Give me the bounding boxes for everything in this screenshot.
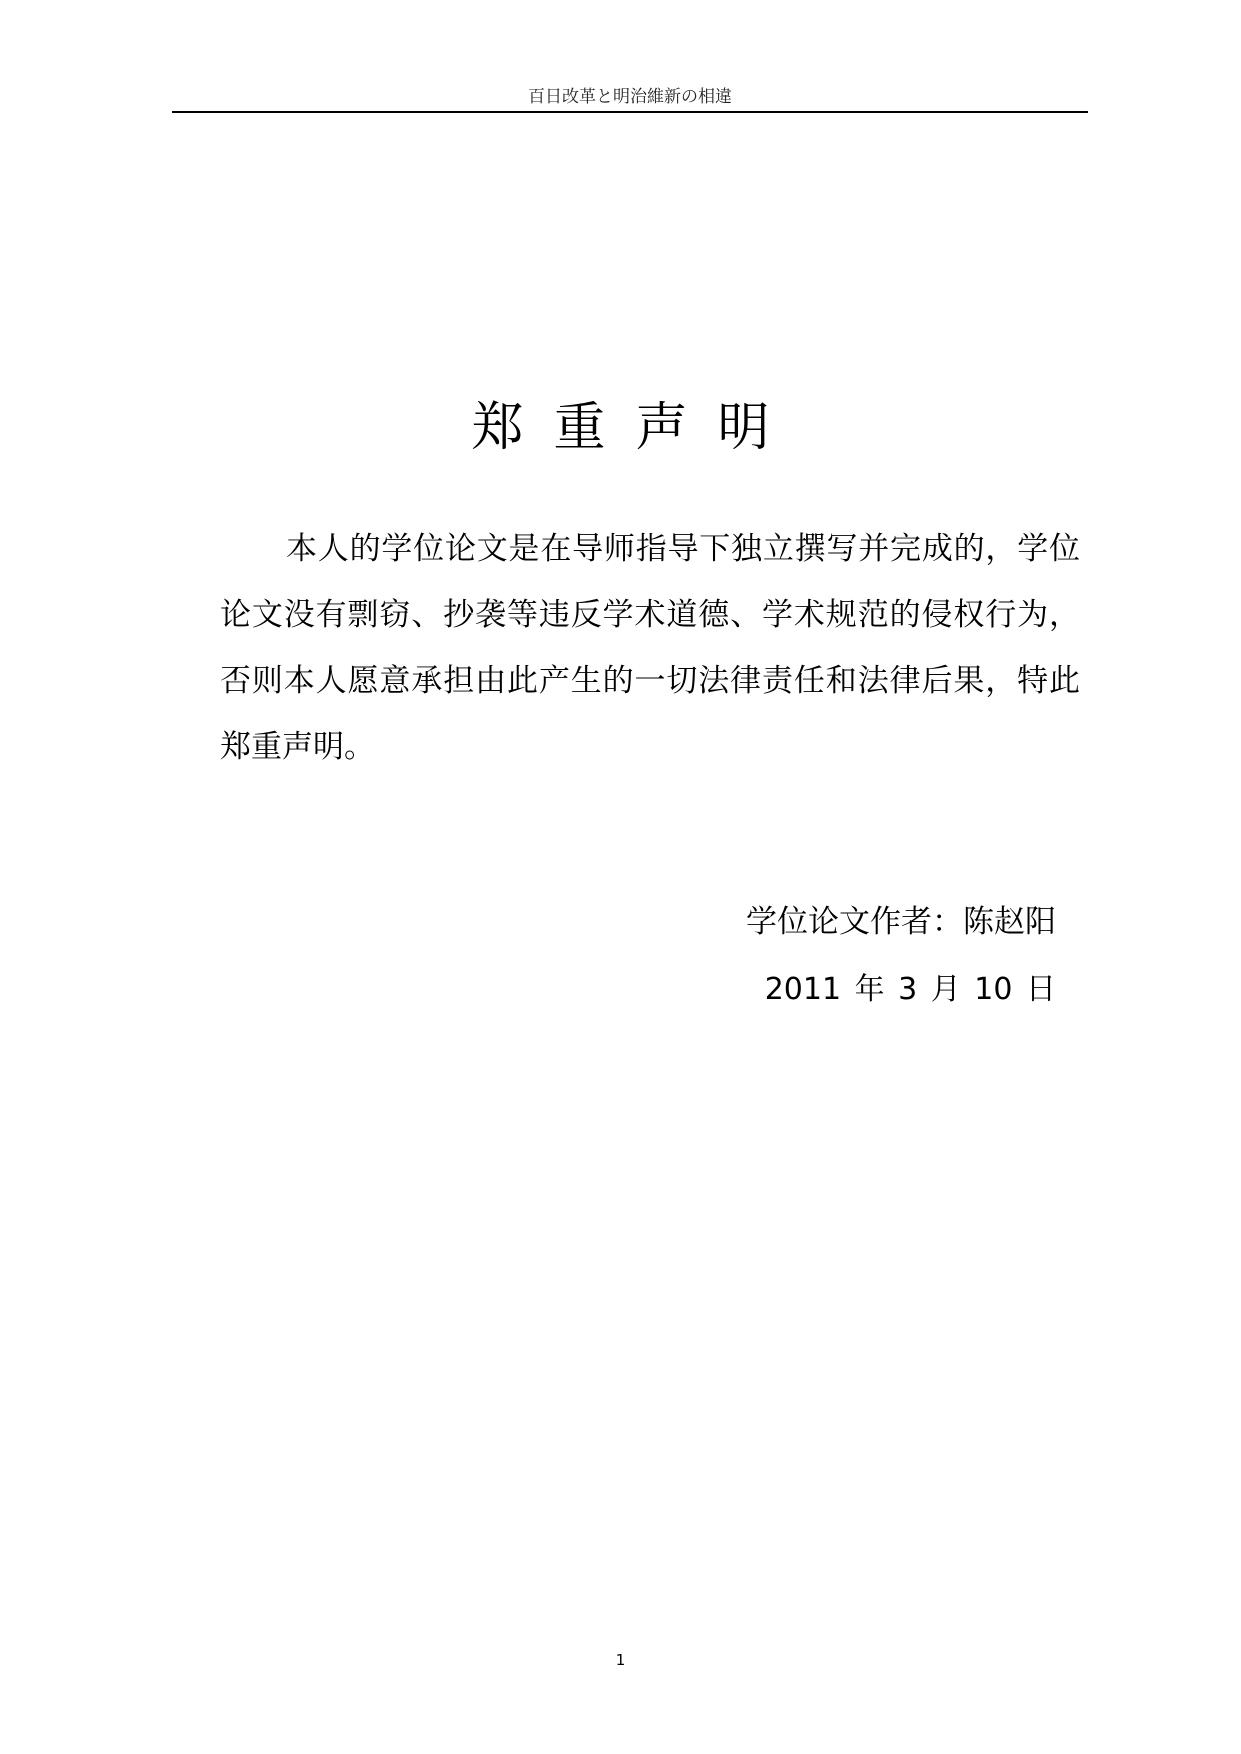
page-number: 1	[615, 1651, 626, 1669]
declaration-paragraph: 本人的学位论文是在导师指导下独立撰写并完成的，学位论文没有剽窃、抄袭等违反学术道德、学术规范的侵权行为，否则本人愿意承担由此产生的一切法律责任和法律后果，特此郑重声明。	[220, 531, 1080, 765]
page-title: 郑重声明	[471, 397, 800, 458]
author-signature-line: 学位论文作者：陈赵阳	[746, 904, 1056, 940]
running-header: 百日改革と明治維新の相違	[528, 87, 732, 107]
header-divider	[172, 111, 1088, 113]
signature-date: 2011 年 3 月 10 日	[764, 972, 1056, 1007]
